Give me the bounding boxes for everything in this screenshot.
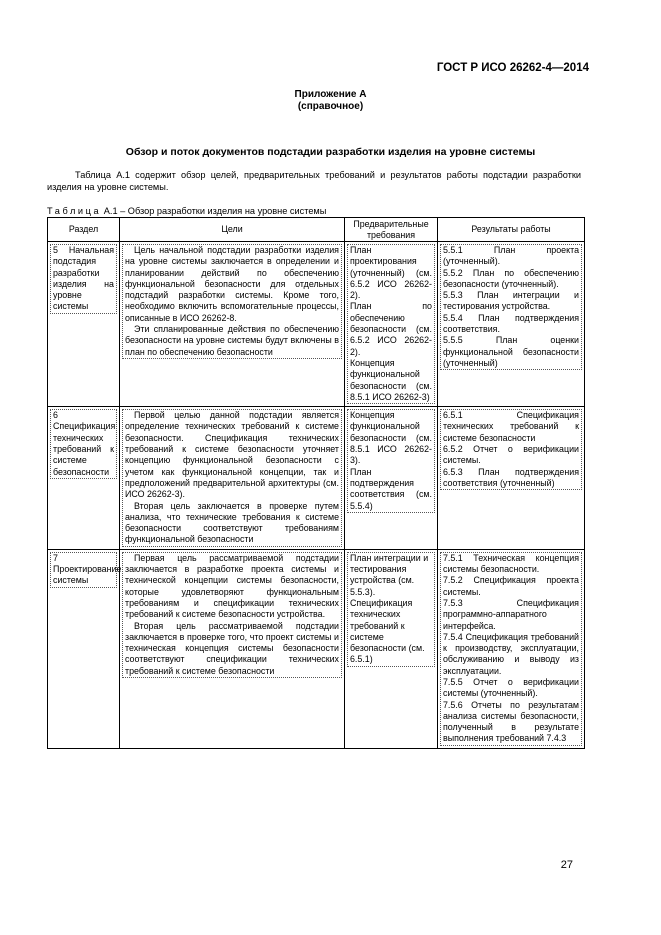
standard-number: ГОСТ Р ИСО 26262-4—2014: [436, 62, 589, 74]
table-row: [48, 407, 585, 550]
prerequisites-cell: План проектирования (уточненный) (см. 6.5.2 ИСО 26262-2). План по обеспечению безопасности (см. 6.5.2 ИСО 26262-2). Концепция функциональной безопасности (см. 8.5.1 ИСО 26262-3): [347, 244, 435, 404]
column-header-section: Раздел: [48, 218, 120, 242]
appendix-block: [0, 89, 661, 113]
prerequisites-cell: План интеграции и тестирования устройства (см. 5.5.3). Спецификация технических требований к системе безопасности (см. 6.5.1): [347, 552, 435, 667]
section-cell: 7 Проектирование системы: [50, 552, 117, 588]
results-cell: 5.5.1 План проекта (уточненный). 5.5.2 План по обеспечению безопасности (уточненный). 5.5.3 План интеграции и тестирования устройства. 5.5.4 План подтверждения соответствия. 5.5.5 План оценки функциональной безопасности (уточненный): [440, 244, 582, 370]
table-caption-prefix: Таблица: [47, 206, 102, 216]
goals-cell: Цель начальной подстадии разработки изделия на уровне системы заключается в определении и планировании действий по обеспечению функциональной безопасности для отдельных подстадий разработки системы. Кроме того, необходимо включить вспомогательные процессы, описанные в ИСО 26262-8. Эти спланированные действия по обеспечению безопасности на уровне системы будут включены в план по обеспечению безопасности: [122, 244, 342, 359]
section-cell: 6 Спецификация технических требований к системе безопасности: [50, 409, 117, 479]
table-row: [48, 549, 585, 748]
prerequisites-cell: Концепция функциональной безопасности (см. 8.5.1 ИСО 26262-3). План подтверждения соответствия (см. 5.5.4): [347, 409, 435, 513]
column-header-goals: Цели: [120, 218, 345, 242]
column-header-results: Результаты работы: [438, 218, 585, 242]
column-header-prerequisites: Предварительные требования: [345, 218, 438, 242]
appendix-subtitle: (справочное): [297, 101, 364, 112]
table-caption: [47, 206, 326, 216]
goals-cell: Первой целью данной подстадии является определение технических требований к системе безопасности. Спецификация технических требований к системе безопасности уточняет концепцию функциональной безопасности с учетом как функциональной концепции, так и предположений предварительной архитектуры (см. ИСО 26262-3). Вторая цель заключается в проверке путем анализа, что технические требования к системе безопасности соответствуют требованиям функциональной безопасности: [122, 409, 342, 547]
section-cell: 5 Начальная подстадия разработки изделия на уровне системы: [50, 244, 117, 314]
table-header-row: [48, 218, 585, 242]
goals-cell: Первая цель рассматриваемой подстадии заключается в разработке проекта системы и технической концепции системы безопасности, которые удовлетворяют функциональным требованиям и спецификации технических требований к системе безопасности устройства. Вторая цель рассматриваемой подстадии заключается в проверке того, что проект системы и техническая концепция системы безопасности соответствуют спецификации технических требований к системе безопасности: [122, 552, 342, 678]
table-caption-text: А.1 – Обзор разработки изделия на уровне системы: [101, 206, 327, 216]
appendix-title: Приложение А: [294, 89, 367, 100]
overview-table: [47, 217, 585, 749]
results-cell: 7.5.1 Техническая концепция системы безопасности. 7.5.2 Спецификация проекта системы. 7.5.3 Спецификация программно-аппаратного интерфейса. 7.5.4 Спецификация требований к производству, эксплуатации, обслуживанию и выводу из эксплуатации. 7.5.5 Отчет о верификации системы (уточненный). 7.5.6 Отчеты по результатам анализа системы безопасности, полученный в результате выполнения требований 7.4.3: [440, 552, 582, 746]
page-number: 27: [560, 859, 573, 871]
results-cell: 6.5.1 Спецификация технических требований к системе безопасности 6.5.2 Отчет о верификации системы. 6.5.3 План подтверждения соответствия (уточненный): [440, 409, 582, 490]
intro-paragraph: Таблица А.1 содержит обзор целей, предварительных требований и результатов работы подстадии разработки изделия на уровне системы.: [47, 170, 581, 193]
table-row: [48, 242, 585, 407]
section-heading: Обзор и поток документов подстадии разработки изделия на уровне системы: [125, 146, 536, 158]
